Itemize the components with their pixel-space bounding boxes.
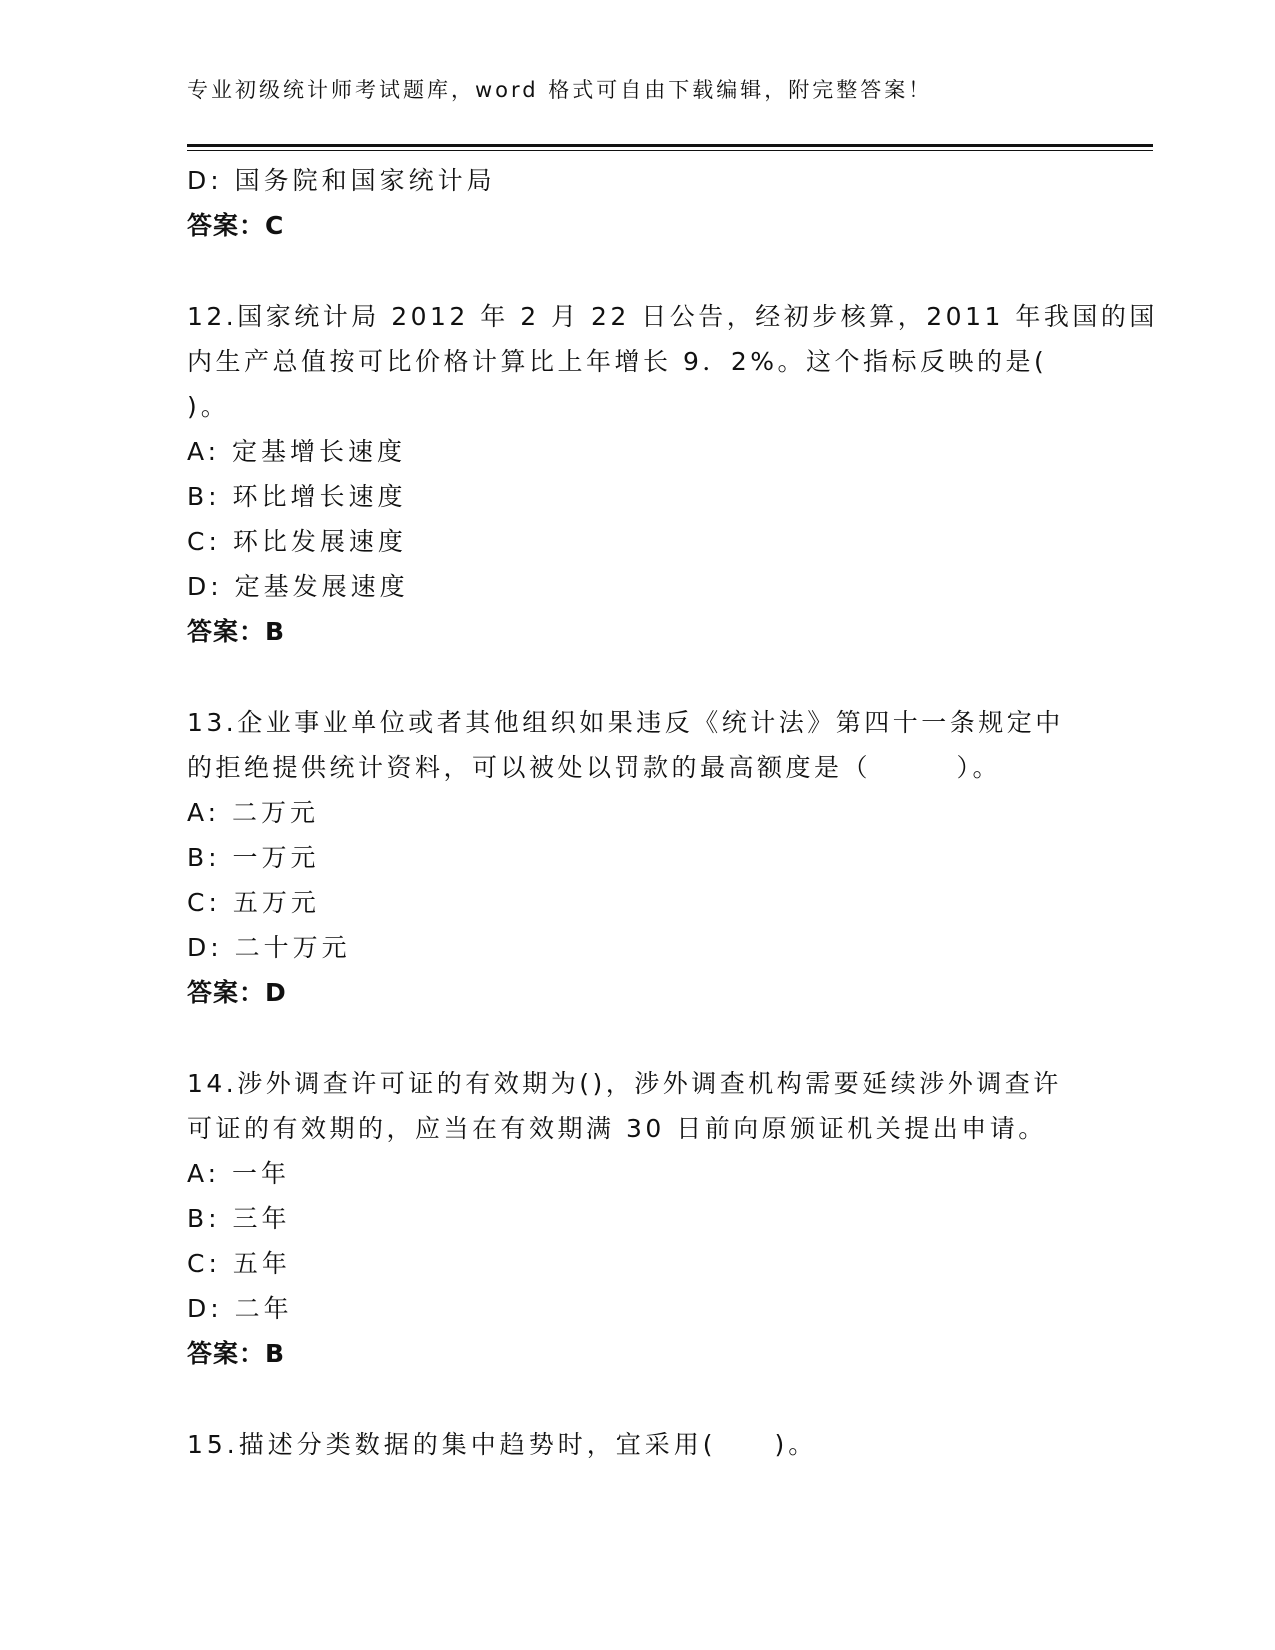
option-b: B: 环比增长速度 bbox=[187, 482, 407, 511]
option-b: B: 三年 bbox=[187, 1204, 291, 1233]
header-rule-thin bbox=[187, 150, 1153, 151]
question-stem-line: )。 bbox=[187, 392, 230, 421]
question-stem-line: 15.描述分类数据的集中趋势时，宜采用( )。 bbox=[187, 1430, 818, 1459]
answer-line: 答案：C bbox=[187, 211, 285, 240]
option-a: A: 二万元 bbox=[187, 798, 320, 827]
option-d: D: 二十万元 bbox=[187, 933, 351, 962]
option-d: D: 二年 bbox=[187, 1294, 293, 1323]
question-15 bbox=[187, 1422, 1087, 1467]
option-d: D: 国务院和国家统计局 bbox=[187, 166, 496, 195]
answer-line: 答案：B bbox=[187, 617, 286, 646]
header-rule-thick bbox=[187, 144, 1153, 147]
question-14 bbox=[187, 1061, 1087, 1376]
answer-line: 答案：D bbox=[187, 978, 287, 1007]
answer-line: 答案：B bbox=[187, 1339, 286, 1368]
question-content bbox=[187, 158, 1158, 1467]
question-stem-line: 12.国家统计局 2012 年 2 月 22 日公告，经初步核算，2011 年我国的国 bbox=[187, 302, 1158, 331]
option-c: C: 五万元 bbox=[187, 888, 320, 917]
question-stem-line: 14.涉外调查许可证的有效期为()，涉外调查机构需要延续涉外调查许 bbox=[187, 1069, 1062, 1098]
question-12 bbox=[187, 294, 1158, 654]
option-c: C: 环比发展速度 bbox=[187, 527, 407, 556]
option-a: A: 定基增长速度 bbox=[187, 437, 407, 466]
question-stem-line: 13.企业事业单位或者其他组织如果违反《统计法》第四十一条规定中 bbox=[187, 708, 1064, 737]
option-c: C: 五年 bbox=[187, 1249, 291, 1278]
option-a: A: 一年 bbox=[187, 1159, 291, 1188]
question-13 bbox=[187, 700, 1087, 1015]
question-stem-line: 的拒绝提供统计资料，可以被处以罚款的最高额度是（ ）。 bbox=[187, 753, 1002, 782]
question-stem-line: 内生产总值按可比价格计算比上年增长 9．2%。这个指标反映的是( bbox=[187, 347, 1048, 376]
page-header: 专业初级统计师考试题库，word 格式可自由下载编辑，附完整答案！ bbox=[187, 78, 933, 102]
option-d: D: 定基发展速度 bbox=[187, 572, 409, 601]
question-stem-line: 可证的有效期的，应当在有效期满 30 日前向原颁证机关提出申请。 bbox=[187, 1114, 1047, 1143]
option-b: B: 一万元 bbox=[187, 843, 320, 872]
